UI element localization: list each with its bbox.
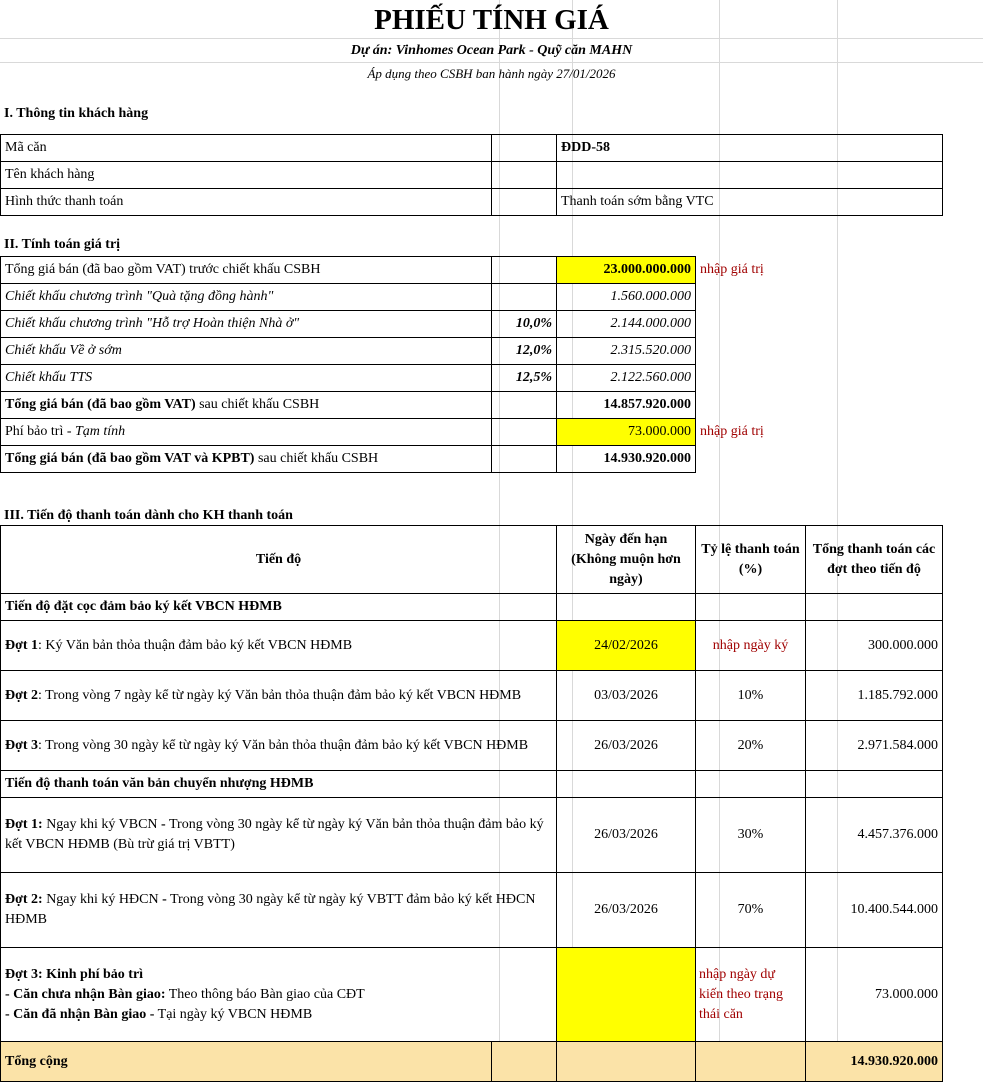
installment-2-rate: 10% [696, 671, 806, 721]
price-input-note: nhập giá trị [700, 262, 764, 277]
section3-title: III. Tiến độ thanh toán dành cho KH thanh toán [4, 508, 293, 523]
customer-name-value[interactable] [557, 162, 943, 189]
installment-3-desc: Đợt 3: Trong vòng 30 ngày kể từ ngày ký Văn bản thỏa thuận đảm bảo ký kết VBCN HĐMB [1, 721, 557, 771]
maintenance-installment-due[interactable] [557, 948, 696, 1042]
label-discount-tts: Chiết khấu TTS [1, 365, 492, 392]
group-transfer: Tiến độ thanh toán văn bản chuyển nhượng HĐMB [1, 771, 557, 798]
discount-tts-pct: 12,5% [492, 365, 557, 392]
label-price-before: Tổng giá bán (đã bao gồm VAT) trước chiết khấu CSBH [1, 257, 492, 284]
installment-1-due[interactable]: 24/02/2026 [557, 621, 696, 671]
maintenance-fee-value[interactable]: 73.000.000 [557, 419, 696, 446]
label-discount-early: Chiết khấu Về ở sớm [1, 338, 492, 365]
group-deposit: Tiến độ đặt cọc đảm bảo ký kết VBCN HĐMB [1, 594, 557, 621]
discount-home-pct: 10,0% [492, 311, 557, 338]
installment-1-desc: Đợt 1: Ký Văn bản thỏa thuận đảm bảo ký kết VBCN HĐMB [1, 621, 557, 671]
label-maintenance-fee: Phí bảo trì - Tạm tính [1, 419, 492, 446]
discount-early-value: 2.315.520.000 [557, 338, 696, 365]
transfer-2-due: 26/03/2026 [557, 873, 696, 948]
transfer-2-desc: Đợt 2: Ngay khi ký HĐCN - Trong vòng 30 ngày kể từ ngày ký VBTT đảm bảo ký kết HĐCN HĐMB [1, 873, 557, 948]
transfer-1-due: 26/03/2026 [557, 798, 696, 873]
applied-line: Áp dụng theo CSBH ban hành ngày 27/01/2026 [367, 66, 616, 81]
installment-2-total: 1.185.792.000 [806, 671, 943, 721]
maintenance-installment-note: nhập ngày dự kiến theo trạng thái căn [696, 948, 806, 1042]
label-unit-code: Mã căn [1, 135, 492, 162]
label-payment-method: Hình thức thanh toán [1, 189, 492, 216]
header-total: Tổng thanh toán các đợt theo tiến độ [806, 526, 943, 594]
customer-info-table [0, 134, 943, 216]
label-price-after: Tổng giá bán (đã bao gồm VAT) sau chiết khấu CSBH [1, 392, 492, 419]
header-due-date: Ngày đến hạn (Không muộn hơn ngày) [557, 526, 696, 594]
price-calc-table [0, 256, 943, 473]
transfer-2-rate: 70% [696, 873, 806, 948]
maintenance-installment-desc: Đợt 3: Kinh phí bảo trì - Căn chưa nhận Bàn giao: Theo thông báo Bàn giao của CĐT - Căn đã nhận Bàn giao - Tại ngày ký VBCN HĐMB [1, 948, 557, 1042]
price-before-value[interactable]: 23.000.000.000 [557, 257, 696, 284]
discount-tts-value: 2.122.560.000 [557, 365, 696, 392]
discount-early-pct: 12,0% [492, 338, 557, 365]
label-customer-name: Tên khách hàng [1, 162, 492, 189]
transfer-1-desc: Đợt 1: Ngay khi ký VBCN - Trong vòng 30 ngày kể từ ngày ký Văn bản thỏa thuận đảm bảo ký kết VBCN HĐMB (Bù trừ giá trị VBTT) [1, 798, 557, 873]
installment-2-due: 03/03/2026 [557, 671, 696, 721]
installment-1-total: 300.000.000 [806, 621, 943, 671]
label-discount-home: Chiết khấu chương trình "Hỗ trợ Hoàn thiện Nhà ở" [1, 311, 492, 338]
price-after-kpbt-value: 14.930.920.000 [557, 446, 696, 473]
unit-code-value[interactable]: ĐDD-58 [557, 135, 943, 162]
discount-home-value: 2.144.000.000 [557, 311, 696, 338]
installment-1-note: nhập ngày ký [696, 621, 806, 671]
installment-3-rate: 20% [696, 721, 806, 771]
installment-2-desc: Đợt 2: Trong vòng 7 ngày kể từ ngày ký Văn bản thỏa thuận đảm bảo ký kết VBCN HĐMB [1, 671, 557, 721]
grand-total-value: 14.930.920.000 [806, 1042, 943, 1082]
transfer-1-rate: 30% [696, 798, 806, 873]
installment-3-due: 26/03/2026 [557, 721, 696, 771]
header-progress: Tiến độ [1, 526, 557, 594]
section2-title: II. Tính toán giá trị [4, 237, 121, 252]
transfer-2-total: 10.400.544.000 [806, 873, 943, 948]
transfer-1-total: 4.457.376.000 [806, 798, 943, 873]
payment-method-value[interactable]: Thanh toán sớm bằng VTC [557, 189, 943, 216]
header-rate: Tỷ lệ thanh toán (%) [696, 526, 806, 594]
maintenance-installment-total: 73.000.000 [806, 948, 943, 1042]
page-title: PHIẾU TÍNH GIÁ [374, 4, 609, 36]
label-price-after-kpbt: Tổng giá bán (đã bao gồm VAT và KPBT) sau chiết khấu CSBH [1, 446, 492, 473]
discount-gift-value: 1.560.000.000 [557, 284, 696, 311]
payment-schedule-table [0, 525, 943, 1082]
price-after-value: 14.857.920.000 [557, 392, 696, 419]
grand-total-label: Tổng cộng [1, 1042, 492, 1082]
section1-title: I. Thông tin khách hàng [4, 106, 149, 121]
installment-3-total: 2.971.584.000 [806, 721, 943, 771]
label-discount-gift: Chiết khấu chương trình "Quà tặng đồng hành" [1, 284, 492, 311]
project-line: Dự án: Vinhomes Ocean Park - Quỹ căn MAHN [350, 43, 633, 58]
maintenance-input-note: nhập giá trị [700, 424, 764, 439]
